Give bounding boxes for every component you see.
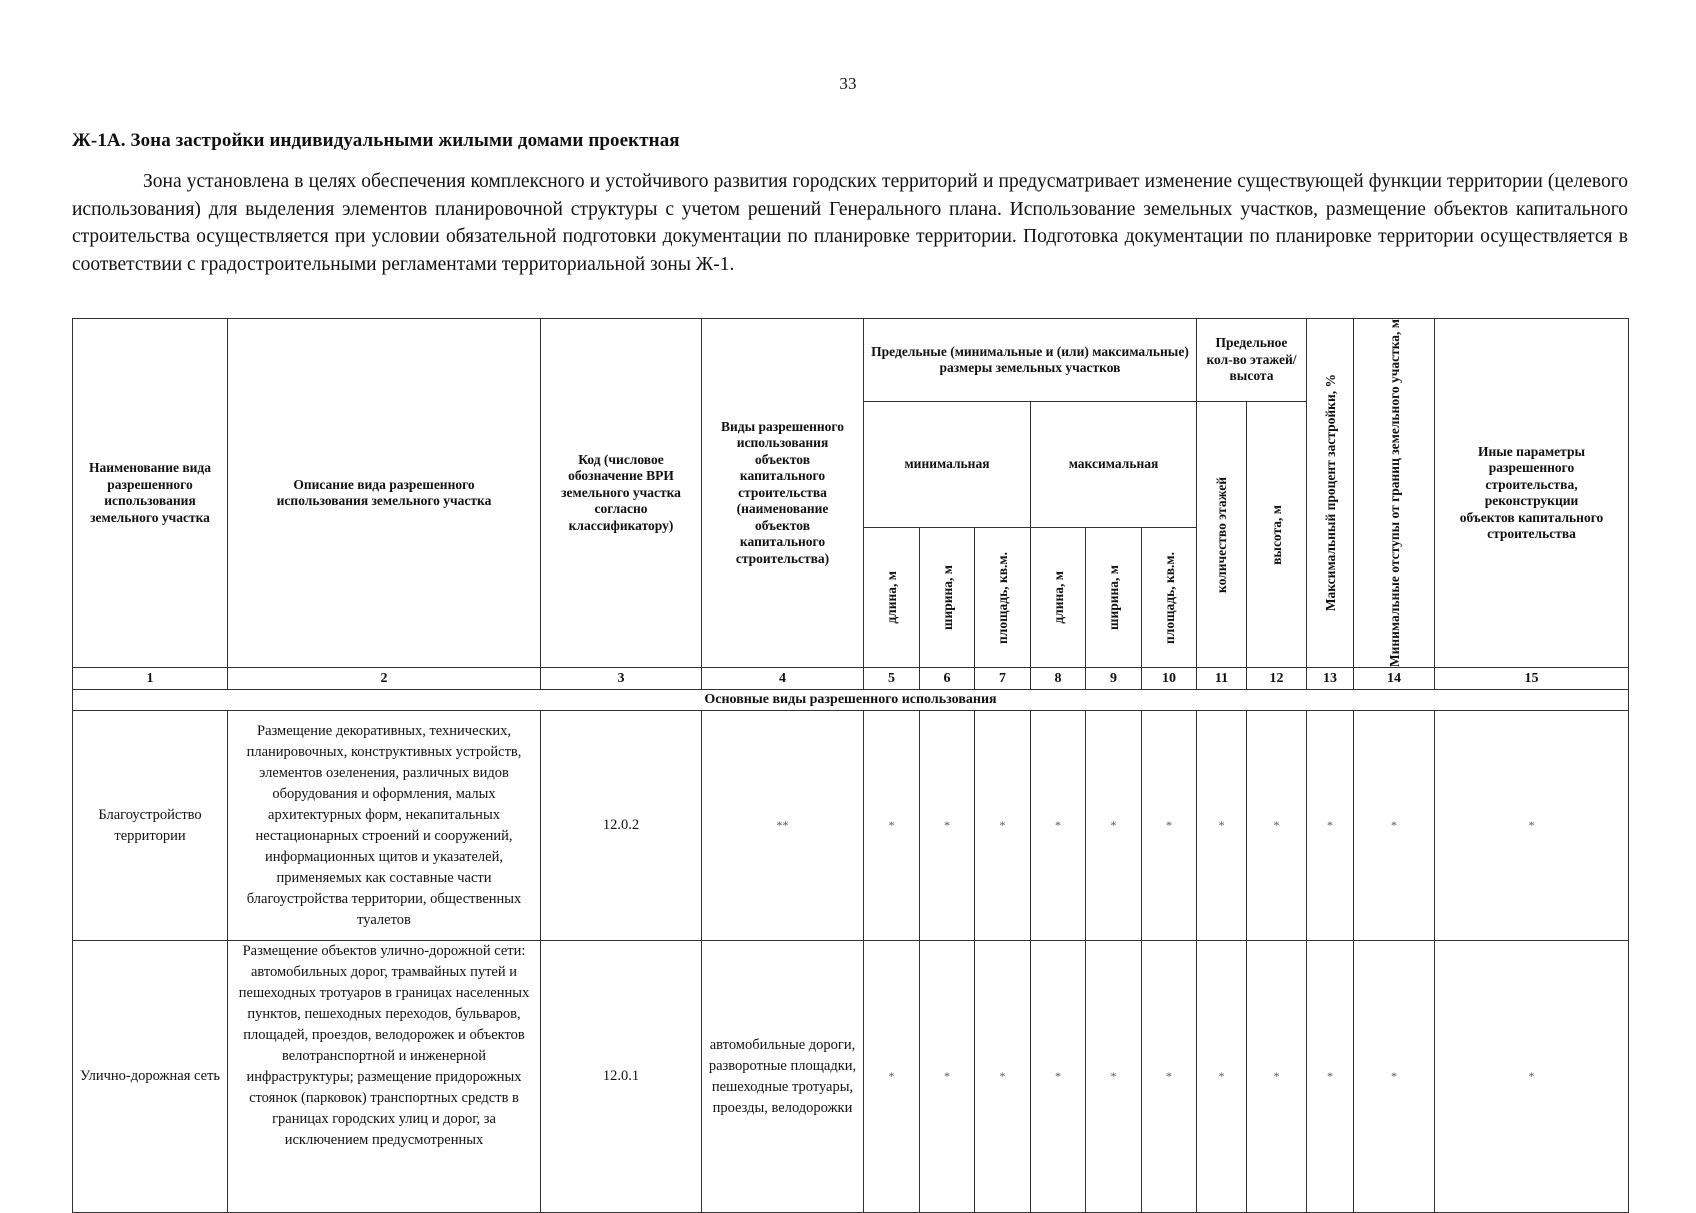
column-number: 7 [975, 668, 1031, 690]
section-title: Основные виды разрешенного использования [73, 690, 1629, 711]
param-value: * [1031, 941, 1086, 1213]
header-plot-sizes: Предельные (минимальные и (или) максимальные) размеры земельных участков [864, 319, 1197, 402]
column-numbers-row [73, 668, 1629, 690]
use-description: Размещение декоративных, технических, планировочных, конструктивных устройств, элементов озеленения, различных видов оборудования и оформления, малых архитектурных форм, некапитальных нестационарных строений и сооружений, информационных щитов и указателей, применяемых как составные части благоустройства территории, общественных туалетов [228, 711, 541, 941]
header-max-coverage: Максимальный процент застройки, % [1307, 319, 1354, 668]
param-value: * [1435, 941, 1629, 1213]
column-number: 15 [1435, 668, 1629, 690]
column-number: 14 [1354, 668, 1435, 690]
column-number: 4 [702, 668, 864, 690]
param-value: * [920, 711, 975, 941]
param-value: * [1142, 711, 1197, 941]
header-min-length: длина, м [864, 528, 920, 668]
column-number: 12 [1247, 668, 1307, 690]
use-code: 12.0.1 [541, 941, 702, 1213]
use-name: Благоустройство территории [73, 711, 228, 941]
column-number: 6 [920, 668, 975, 690]
header-min-setbacks: Минимальные отступы от границ земельного участка, м [1354, 319, 1435, 668]
table-row [73, 711, 1629, 941]
param-value: * [1435, 711, 1629, 941]
param-value: * [1247, 941, 1307, 1213]
header-use-name: Наименование вида разрешенного использования земельного участка [73, 319, 228, 668]
page-number: 33 [839, 74, 857, 93]
param-value: * [1307, 711, 1354, 941]
param-value: * [1307, 941, 1354, 1213]
use-code: 12.0.2 [541, 711, 702, 941]
header-capital-objects: Виды разрешенного использования объектов капитального строительства (наименование объектов капитального строительства) [702, 319, 864, 668]
header-min-area: площадь, кв.м. [975, 528, 1031, 668]
column-number: 11 [1197, 668, 1247, 690]
header-minimum: минимальная [864, 402, 1031, 528]
header-max-length: длина, м [1031, 528, 1086, 668]
header-code: Код (числовое обозначение ВРИ земельного участка согласно классификатору) [541, 319, 702, 668]
intro-paragraph: Зона установлена в целях обеспечения комплексного и устойчивого развития городских территорий и предусматривает изменение существующей функции территории (целевого использования) для выделения элементов планировочной структуры с учетом решений Генерального плана. Использование земельных участков, размещение объектов капитального строительства осуществляется при условии обязательной подготовки документации по планировке территории. Подготовка документации по планировке территории осуществляется в соответствии с градостроительными регламентами территориальной зоны Ж-1. [72, 171, 1628, 275]
column-number: 13 [1307, 668, 1354, 690]
column-number: 10 [1142, 668, 1197, 690]
header-floors-count: количество этажей [1197, 402, 1247, 668]
param-value: * [920, 941, 975, 1213]
regulations-table [72, 318, 1629, 1213]
param-value: * [864, 941, 920, 1213]
param-value: * [975, 711, 1031, 941]
param-value: * [975, 941, 1031, 1213]
param-value: * [1086, 711, 1142, 941]
param-value: * [1086, 941, 1142, 1213]
param-value: * [1197, 711, 1247, 941]
capital-objects: автомобильные дороги, разворотные площадки, пешеходные тротуары, проезды, велодорожки [702, 941, 864, 1213]
column-number: 2 [228, 668, 541, 690]
use-description: Размещение объектов улично-дорожной сети: автомобильных дорог, трамвайных путей и пешеходных тротуаров в границах населенных пунктов, пешеходных переходов, бульваров, площадей, проездов, велодорожек и объектов велотранспортной и инженерной инфраструктуры; размещение придорожных стоянок (парковок) транспортных средств в границах городских улиц и дорог, за исключением предусмотренных [228, 941, 541, 1213]
section-heading: Ж-1А. Зона застройки индивидуальными жилыми домами проектная [72, 130, 680, 151]
table-row [73, 941, 1629, 1213]
header-max-width: ширина, м [1086, 528, 1142, 668]
param-value: * [864, 711, 920, 941]
header-maximum: максимальная [1031, 402, 1197, 528]
header-other-params: Иные параметры разрешенного строительства, реконструкции объектов капитального строительства [1435, 319, 1629, 668]
column-number: 9 [1086, 668, 1142, 690]
header-floors-height: Предельное кол-во этажей/ высота [1197, 319, 1307, 402]
column-number: 5 [864, 668, 920, 690]
column-number: 1 [73, 668, 228, 690]
param-value: * [1247, 711, 1307, 941]
column-number: 8 [1031, 668, 1086, 690]
param-value: * [1354, 941, 1435, 1213]
header-description: Описание вида разрешенного использования земельного участка [228, 319, 541, 668]
use-name: Улично-дорожная сеть [73, 941, 228, 1213]
param-value: * [1142, 941, 1197, 1213]
header-max-area: площадь, кв.м. [1142, 528, 1197, 668]
capital-objects: ** [702, 711, 864, 941]
header-min-width: ширина, м [920, 528, 975, 668]
column-number: 3 [541, 668, 702, 690]
param-value: * [1031, 711, 1086, 941]
section-row [73, 690, 1629, 711]
param-value: * [1197, 941, 1247, 1213]
header-height: высота, м [1247, 402, 1307, 668]
param-value: * [1354, 711, 1435, 941]
